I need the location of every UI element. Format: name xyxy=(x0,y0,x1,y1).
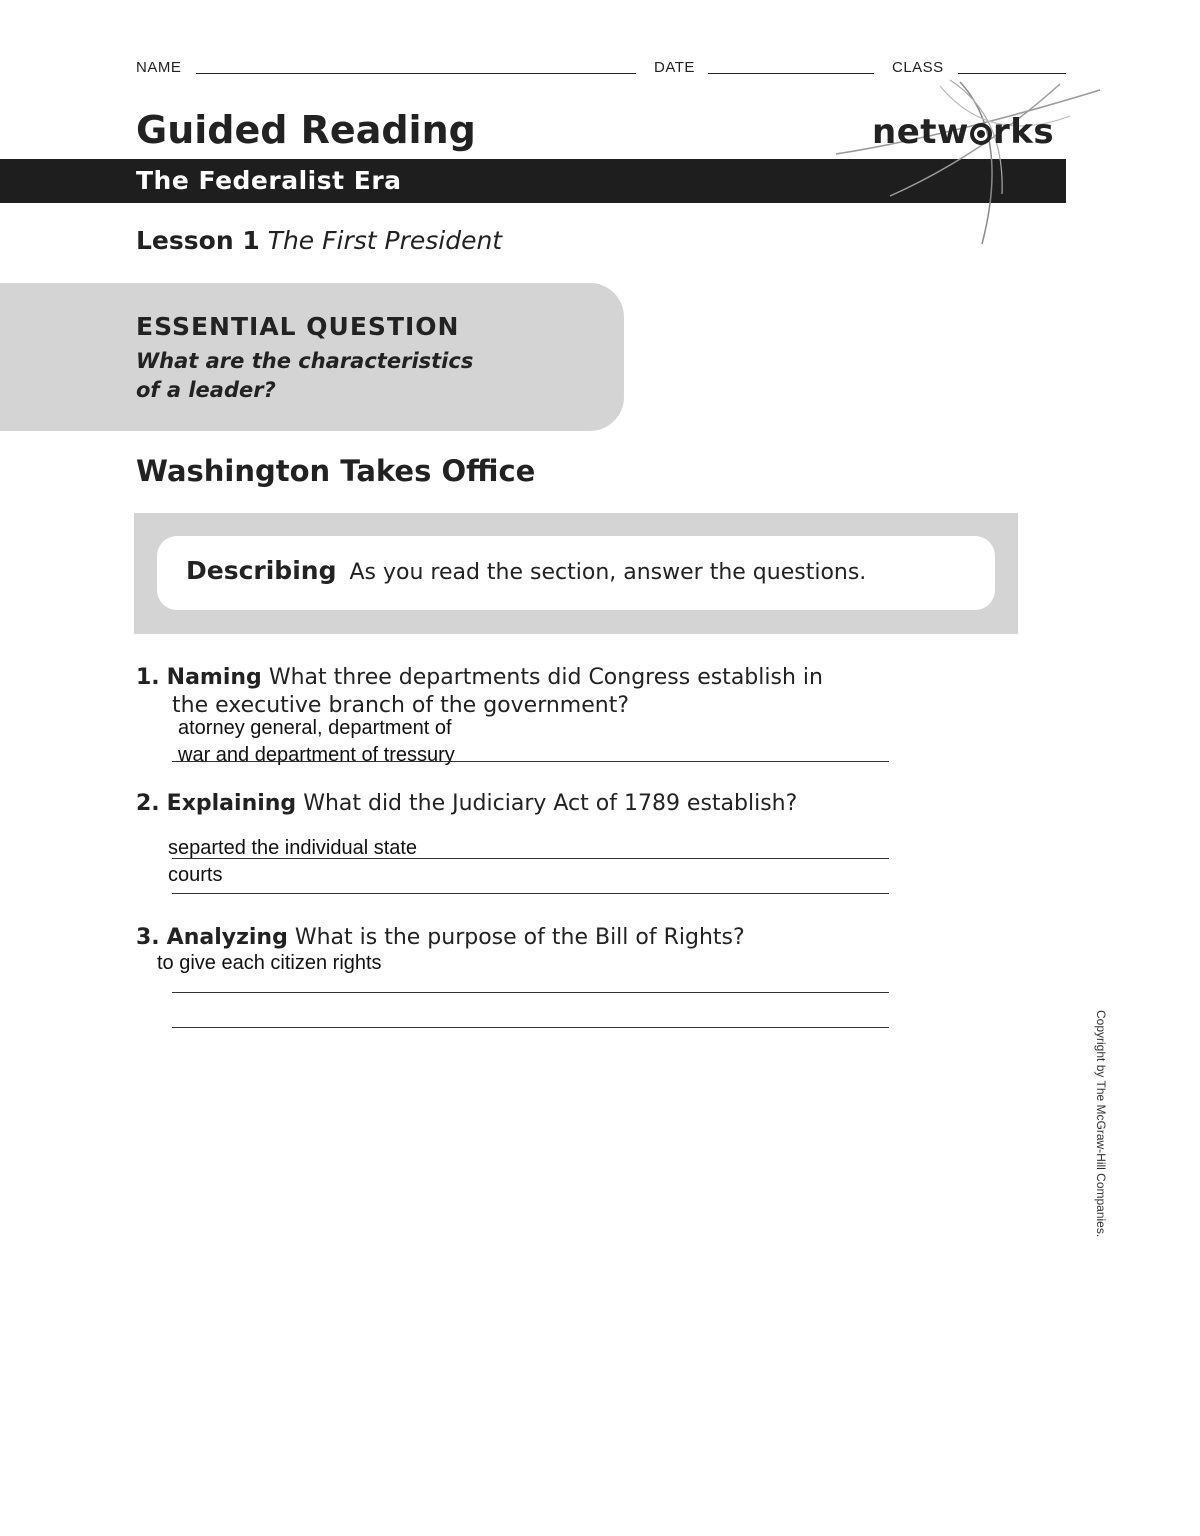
answer-text[interactable]: to give each citizen rights xyxy=(157,952,382,974)
question-keyword: Naming xyxy=(166,665,262,690)
logo-text-start: netw xyxy=(872,112,969,152)
lesson-heading xyxy=(136,226,502,255)
date-field[interactable] xyxy=(708,73,874,74)
copyright-notice: Copyright by The McGraw-Hill Companies. xyxy=(1094,1010,1108,1238)
describing-instruction xyxy=(186,556,866,585)
networks-swoosh-graphic xyxy=(830,76,1110,248)
lesson-number: Lesson 1 xyxy=(136,226,260,255)
answer-text[interactable]: separted the individual state xyxy=(168,837,418,859)
question-2 xyxy=(136,790,896,818)
question-text: What is the purpose of the Bill of Rights? xyxy=(294,925,745,950)
essential-question-line: What are the characteristics xyxy=(136,349,474,373)
question-keyword: Analyzing xyxy=(166,925,288,950)
date-label: DATE xyxy=(654,59,695,76)
question-3 xyxy=(136,924,896,952)
logo-target-icon xyxy=(970,123,992,145)
answer-text[interactable]: courts xyxy=(168,864,223,886)
answer-line[interactable] xyxy=(172,761,889,762)
question-text: What did the Judiciary Act of 1789 establish? xyxy=(303,791,798,816)
answer-text[interactable]: atorney general, department of xyxy=(178,717,452,739)
answer-line[interactable] xyxy=(172,858,889,859)
page-title: Guided Reading xyxy=(136,108,476,152)
describing-text: As you read the section, answer the questions. xyxy=(349,560,867,585)
answer-line[interactable] xyxy=(172,992,889,993)
essential-question-text xyxy=(136,347,556,405)
question-number: 3. xyxy=(136,925,160,950)
question-text: What three departments did Congress establish in xyxy=(268,665,823,690)
question-keyword: Explaining xyxy=(166,791,297,816)
class-label: CLASS xyxy=(892,59,944,76)
class-field[interactable] xyxy=(958,73,1066,74)
chapter-title: The Federalist Era xyxy=(136,166,402,195)
answer-line[interactable] xyxy=(172,1027,889,1028)
answer-line[interactable] xyxy=(172,893,889,894)
name-field[interactable] xyxy=(196,73,636,74)
question-number: 1. xyxy=(136,665,160,690)
logo-text-end: rks xyxy=(992,112,1055,152)
describing-keyword: Describing xyxy=(186,556,337,585)
lesson-title: The First President xyxy=(267,226,503,255)
question-1 xyxy=(136,664,896,720)
name-label: NAME xyxy=(136,59,182,76)
essential-question-line: of a leader? xyxy=(136,378,276,402)
essential-question-heading: ESSENTIAL QUESTION xyxy=(136,312,460,341)
networks-logo xyxy=(872,112,1054,152)
question-number: 2. xyxy=(136,791,160,816)
question-text: the executive branch of the government? xyxy=(172,693,630,718)
answer-text[interactable]: war and department of tressury xyxy=(178,744,455,766)
section-title: Washington Takes Office xyxy=(136,454,536,488)
